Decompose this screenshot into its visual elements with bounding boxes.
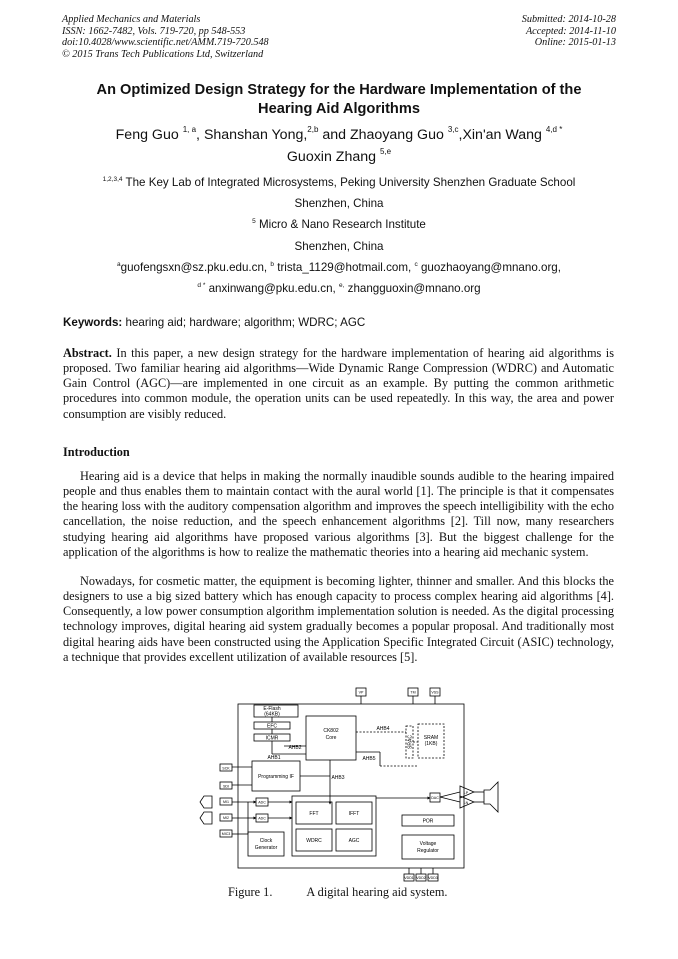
affiliation-line: $^{1,2,3,4}$ The Key Lab of Integrated Microsystems, Peking University Shenzhen Graduate School <box>102 176 576 189</box>
author-sup: 1, a <box>182 125 197 134</box>
journal-header <box>62 14 269 60</box>
por-label: POR <box>422 818 434 825</box>
keywords-label: Keywords: <box>63 316 123 329</box>
top-pad-label: VSS <box>431 690 439 695</box>
email-line: $^a$guofengsxn@sz.pku.edu.cn, $^b$ trista_1129@hotmail.com, $^c$ guozhaoyang@mnano.org, <box>117 260 561 274</box>
author-sup: 2,b <box>307 125 319 134</box>
author-name: and Zhaoyang Guo <box>322 127 444 143</box>
accepted-date: Accepted: 2014-11-10 <box>525 25 616 37</box>
intro-paragraph-1: Hearing aid is a device that helps in making the normally inaudible sounds audible to the hearing impaired people and thus enables them to maintain contact with the aural world [1]. The principle is that it compensates the hearing loss with the auditory compensation algorithm and improves the speech intelligibility with the echo cancellation, the noise reduction, and the speech enhancement algorithms [2]. Till now, many researchers studying hearing aid algorithms have proposed various algorithms [3]. But the biggest challenge for the application of the algorithms is how to realize the mathematic theories into a hearing aid mechanic system. <box>63 469 614 559</box>
top-pad-label: TM <box>410 690 416 695</box>
cpu-label: CK802 <box>323 728 339 734</box>
mic2-pad-label: MI2 <box>223 816 229 820</box>
eflash-size-label: (64KB) <box>264 711 280 718</box>
ahb3-label: AHB3 <box>331 775 345 781</box>
abstract <box>63 346 614 422</box>
caption-label: Figure 1. <box>228 885 273 899</box>
email-line: $^{d *}$ anxinwang@pku.edu.cn, $^{e,}$ zhangguoxin@mnano.org <box>197 282 481 296</box>
agc-label: AGC <box>348 838 360 844</box>
wdrc-label: WDRC <box>306 838 322 844</box>
keywords-text: hearing aid; hardware; algorithm; WDRC; AGC <box>125 316 366 329</box>
copyright-line: © 2015 Trans Tech Publications Ltd, Switzerland <box>62 48 264 60</box>
intro-paragraph-2: Nowadays, for cosmetic matter, the equipment is becoming lighter, thinner and smaller. And this blocks the designers to use a big sized battery which has enough capacity to process complex hearing aid algorithms [4]. Consequently, a low power consumption algorithm implementation solution is needed. As the digital processing technology improves, digital hearing aid system gradually becomes a popular proposal. And traditionally most digital hearing aids have been constructed using the Application Specific Integrated Circuit (ASIC) technology, a technique that provides excellent utilization of available resources [5]. <box>63 574 614 664</box>
caption-text: A digital hearing aid system. <box>306 885 448 899</box>
sck-pad-label: SCK <box>222 766 230 771</box>
author-sup: 3,c <box>447 125 459 134</box>
affiliation-line: Shenzhen, China <box>294 197 384 211</box>
sdi-pad-label: SDI <box>223 784 229 789</box>
bottom-pad-label: VDD1 <box>404 876 414 880</box>
ahb1-label: AHB1 <box>267 755 281 761</box>
author-sup: 4,d * <box>545 125 563 134</box>
fft-label: FFT <box>309 811 319 817</box>
output-n-label: LN <box>463 801 469 805</box>
section-heading-introduction: Introduction <box>63 445 130 459</box>
srac-label: SRAC <box>407 735 414 749</box>
abstract-text: In this paper, a new design strategy for the hardware implementation of hearing aid algorithms is proposed. Two familiar hearing aid algorithms—Wide Dynamic Range Compression (WDRC) and Automatic Gain Control (AGC)—are implemented in one circuit as an example. By putting the common arithmetic procedures into common module, the operation units can be used repeatedly. In this way, the area and power consumption are visibly reduced. <box>63 346 614 421</box>
mic3-pad-label: MIC3 <box>221 832 231 836</box>
email-link[interactable]: zhangguoxin@mnano.org <box>347 282 481 296</box>
eflash-label: E-Flash <box>263 706 281 712</box>
title-line-2: Hearing Aid Algorithms <box>258 101 420 117</box>
paper-title <box>40 81 638 119</box>
email-link[interactable]: guofengsxn@sz.pku.edu.cn, <box>120 260 268 274</box>
author-sup: 5,e <box>379 147 392 156</box>
bottom-pad-label: VDD3 <box>428 876 438 880</box>
affiliation-line: Shenzhen, China <box>294 239 384 253</box>
affiliations <box>40 172 638 299</box>
adc1-label: ADC <box>258 800 266 805</box>
email-link[interactable]: guozhaoyang@mnano.org, <box>420 260 561 274</box>
output-p-label: LP <box>463 791 469 795</box>
author-name: Xin'an Wang <box>462 127 542 143</box>
ahb4-label: AHB4 <box>376 726 390 732</box>
email-link[interactable]: anxinwang@pku.edu.cn, <box>208 282 336 296</box>
voltage-label: Voltage <box>419 841 437 847</box>
ifft-label: IFFT <box>348 811 360 817</box>
efc-label: EFC <box>267 723 277 730</box>
author-list: Feng Guo $^{1, a}$, Shanshan Yong,$^{2,b}$ and Zhaoyang Guo $^{3,c}$,Xin'an Wang $^{4,d *}$ Guoxin Zhang $^{5,e}$ <box>115 125 563 165</box>
doi-line[interactable]: doi:10.4028/www.scientific.net/AMM.719-720.548 <box>62 37 269 48</box>
author-name: Shanshan Yong, <box>203 127 308 143</box>
issn-line: ISSN: 1662-7482, Vols. 719-720, pp 548-553 <box>62 25 246 37</box>
abstract-label: Abstract. <box>63 346 112 360</box>
clock-label: Clock <box>259 838 273 844</box>
bottom-pad-label: VDD2 <box>416 876 426 880</box>
dates-header <box>522 14 616 49</box>
top-pad-label: VP <box>358 690 364 695</box>
email-link[interactable]: trista_1129@hotmail.com, <box>277 260 412 274</box>
programming-if-label: Programming IF <box>258 774 294 780</box>
keywords <box>63 316 365 329</box>
ahb2-label: AHB2 <box>288 745 302 751</box>
sram-size-label: (1KB) <box>424 741 438 747</box>
author-name: Feng Guo <box>115 127 179 143</box>
sram-label: SRAM <box>423 735 439 741</box>
mic1-pad-label: MI1 <box>223 800 229 804</box>
cpu-core-label: Core <box>325 735 337 741</box>
adc2-label: ADC <box>258 816 266 821</box>
dsp-cluster <box>292 796 376 856</box>
clock-generator-block <box>248 832 284 856</box>
dac-label: DAC <box>431 796 439 800</box>
submitted-date: Submitted: 2014-10-28 <box>521 14 616 25</box>
icmr-label: ICMR <box>265 735 279 742</box>
generator-label: Generator <box>254 845 278 851</box>
title-line-1: An Optimized Design Strategy for the Hardware Implementation of the <box>96 82 582 98</box>
online-date: Online: 2015-01-13 <box>534 37 616 48</box>
ahb5-label: AHB5 <box>362 756 376 762</box>
regulator-label: Regulator <box>417 848 439 854</box>
hearing-aid-block-diagram <box>198 686 500 882</box>
author-name: Guoxin Zhang <box>286 149 377 165</box>
journal-name: Applied Mechanics and Materials <box>62 14 201 25</box>
affiliation-line: $^5$ Micro & Nano Research Institute <box>252 218 426 232</box>
figure-caption <box>228 885 447 900</box>
